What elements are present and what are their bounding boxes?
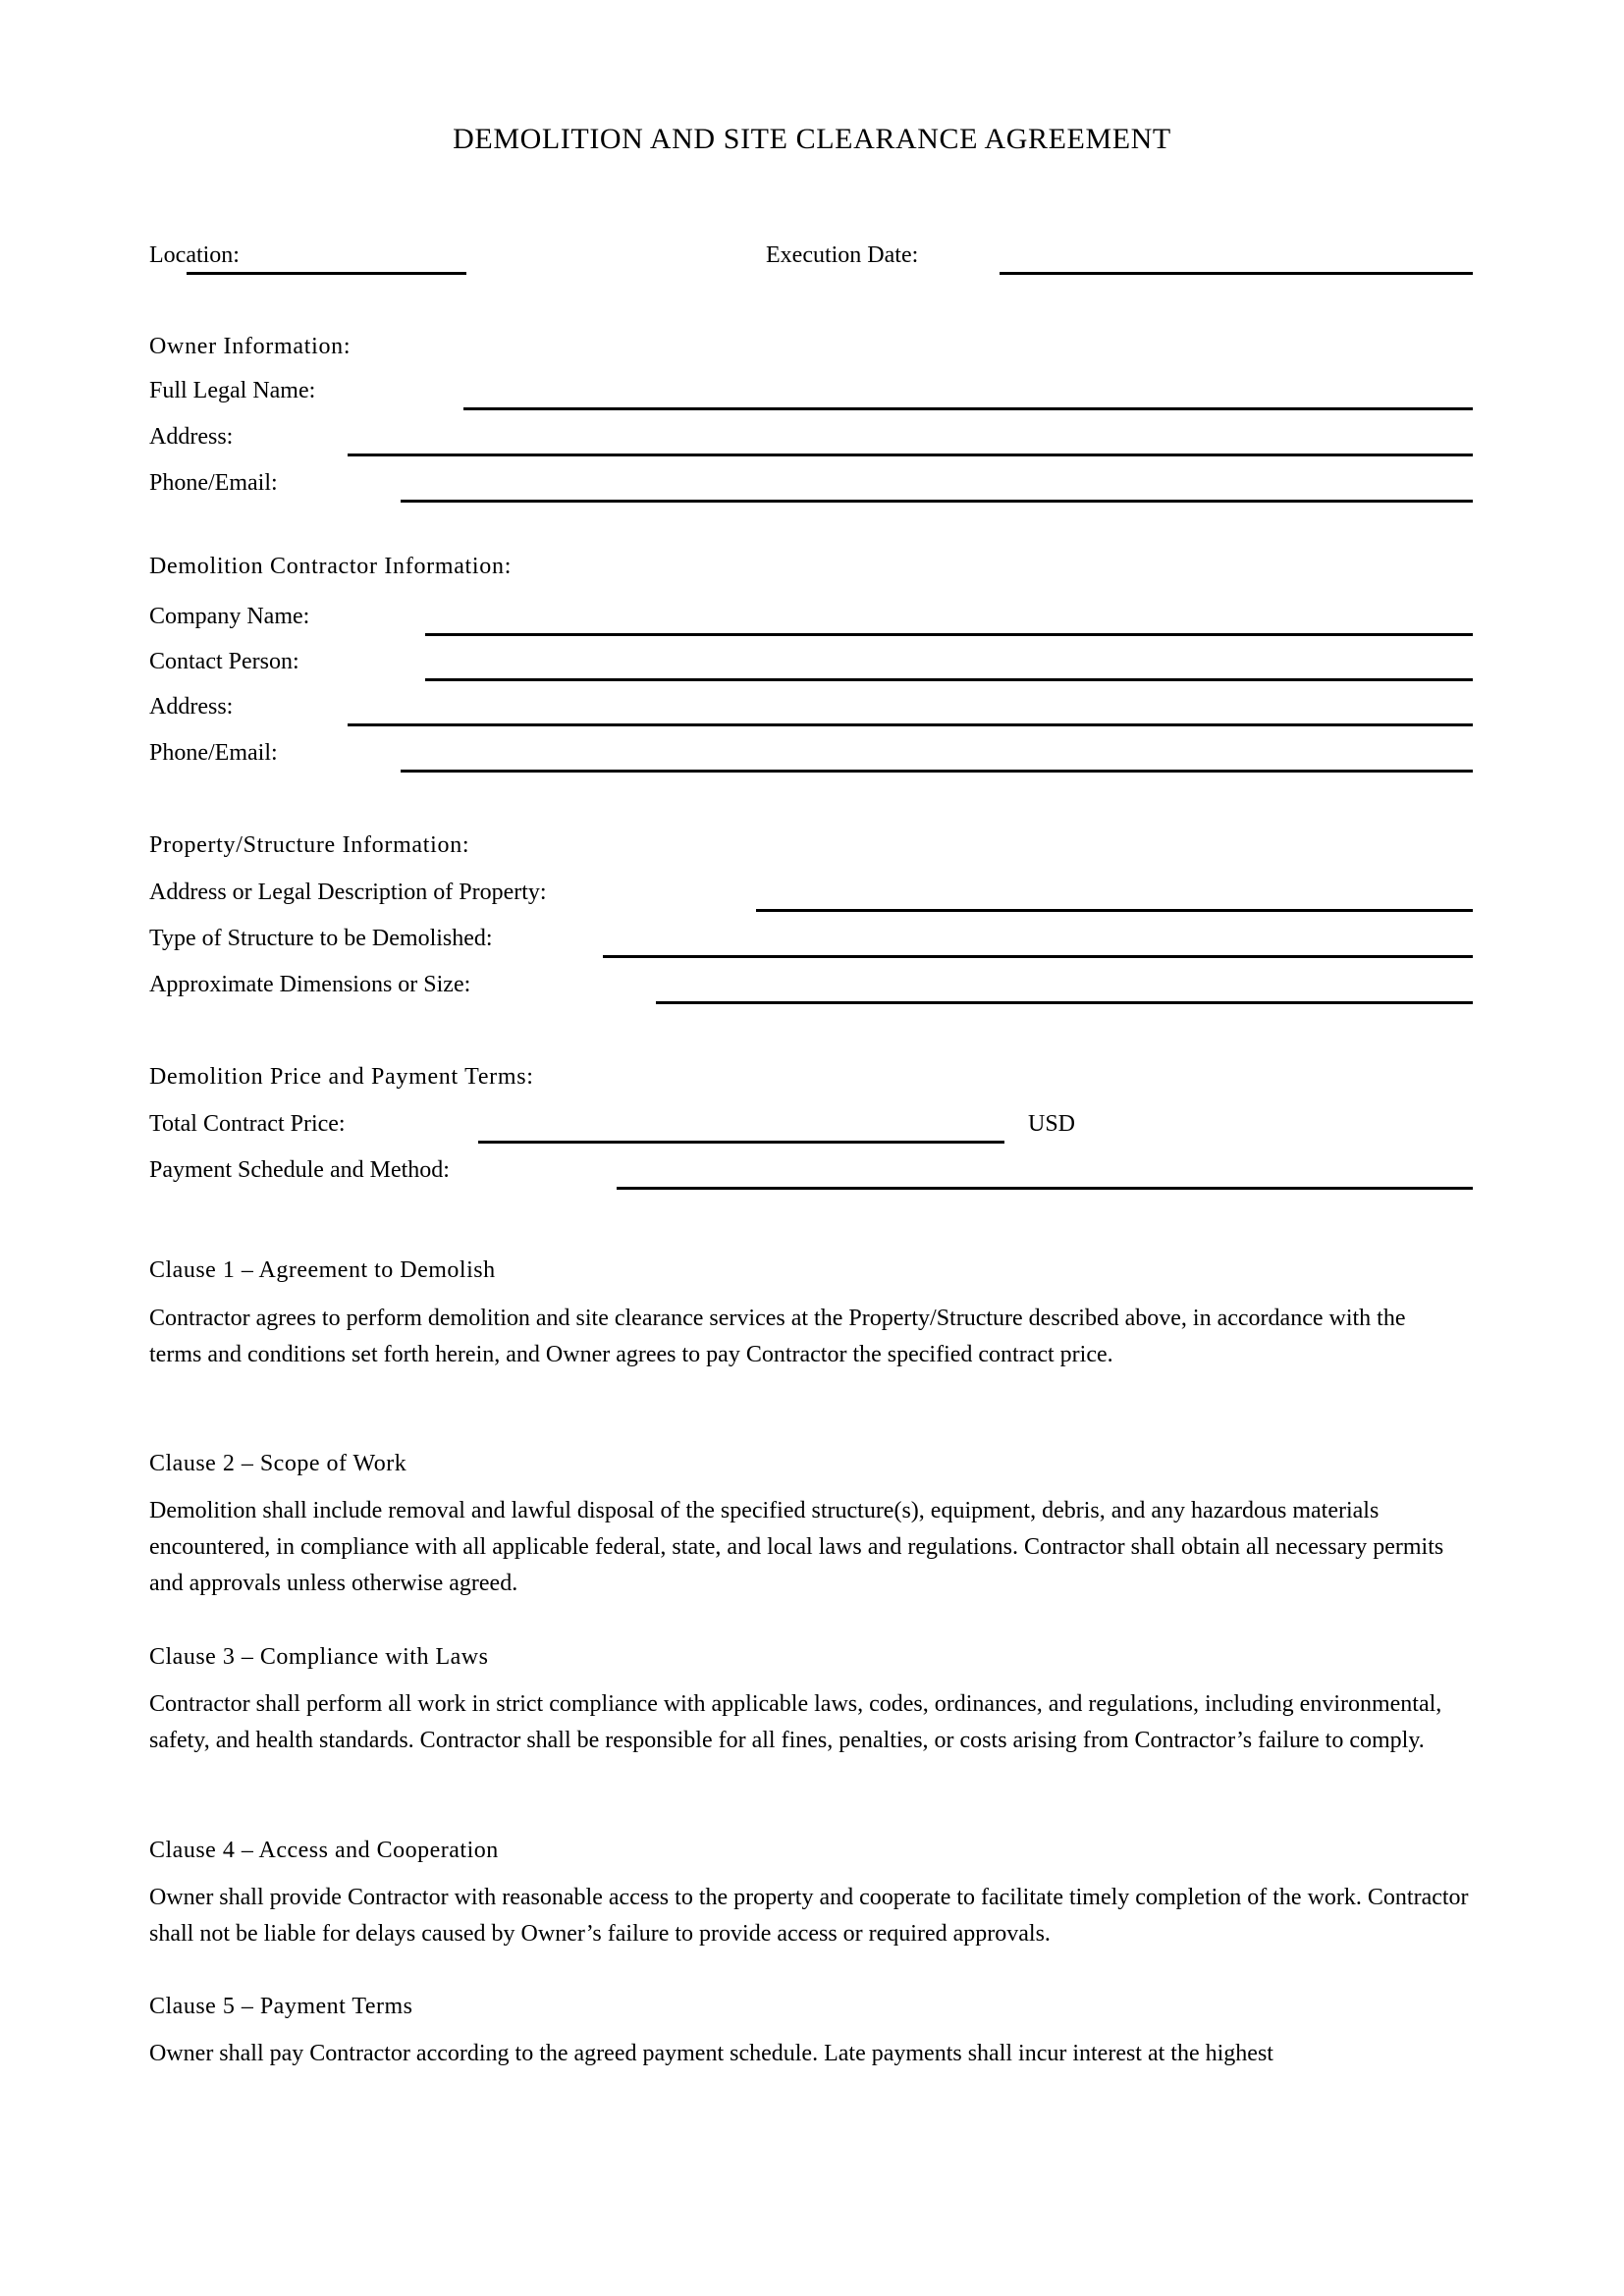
page-title: DEMOLITION AND SITE CLEARANCE AGREEMENT — [453, 123, 1171, 155]
contractor-address-input-line[interactable] — [348, 723, 1473, 726]
payment-schedule-method-label: Payment Schedule and Method: — [149, 1157, 450, 1183]
contractor-phone-email-input-line[interactable] — [401, 770, 1473, 773]
owner-address-input-line[interactable] — [348, 454, 1473, 456]
clause-3-title: Clause 3 – Compliance with Laws — [149, 1644, 489, 1670]
location-label: Location: — [149, 242, 240, 268]
contractor-section-heading: Demolition Contractor Information: — [149, 554, 513, 579]
total-contract-price-label: Total Contract Price: — [149, 1111, 346, 1137]
property-dimensions-input-line[interactable] — [656, 1001, 1473, 1004]
property-address-description-label: Address or Legal Description of Property: — [149, 880, 547, 905]
contractor-company-name-label: Company Name: — [149, 604, 310, 629]
clause-4-title: Clause 4 – Access and Cooperation — [149, 1838, 499, 1863]
property-structure-type-label: Type of Structure to be Demolished: — [149, 926, 493, 951]
owner-phone-email-input-line[interactable] — [401, 500, 1473, 503]
execution-date-label: Execution Date: — [766, 242, 919, 268]
contractor-contact-person-input-line[interactable] — [425, 678, 1473, 681]
clause-2-title: Clause 2 – Scope of Work — [149, 1451, 407, 1476]
payment-schedule-method-input-line[interactable] — [617, 1187, 1473, 1190]
location-input-line[interactable] — [187, 272, 466, 275]
contractor-company-name-input-line[interactable] — [425, 633, 1473, 636]
property-structure-type-input-line[interactable] — [603, 955, 1473, 958]
clause-4-body: Owner shall provide Contractor with reasonable access to the property and cooperate to facilitate timely completion of the work. Contractor shall not be liable for delays caused by Owner’s failure to provide access or required approvals. — [149, 1885, 1469, 1947]
property-address-description-input-line[interactable] — [756, 909, 1473, 912]
total-contract-price-input-line[interactable] — [478, 1141, 1004, 1144]
contractor-phone-email-label: Phone/Email: — [149, 740, 278, 766]
clause-5-body: Owner shall pay Contractor according to the agreed payment schedule. Late payments shall incur interest at the highest — [149, 2041, 1273, 2066]
owner-full-legal-name-input-line[interactable] — [463, 407, 1473, 410]
currency-label-usd: USD — [1028, 1111, 1076, 1137]
payment-section-heading: Demolition Price and Payment Terms: — [149, 1064, 534, 1090]
owner-address-label: Address: — [149, 424, 234, 450]
contractor-contact-person-label: Contact Person: — [149, 649, 299, 674]
clause-1-body: Contractor agrees to perform demolition and site clearance services at the Property/Structure described above, in accordance with the terms and conditions set forth herein, and Owner agrees to pay Contractor the specified contract price. — [149, 1306, 1406, 1367]
property-dimensions-label: Approximate Dimensions or Size: — [149, 972, 471, 997]
clause-1-title: Clause 1 – Agreement to Demolish — [149, 1257, 496, 1283]
owner-section-heading: Owner Information: — [149, 334, 352, 359]
clause-5-title: Clause 5 – Payment Terms — [149, 1994, 413, 2019]
owner-phone-email-label: Phone/Email: — [149, 470, 278, 496]
execution-date-input-line[interactable] — [1000, 272, 1473, 275]
property-section-heading: Property/Structure Information: — [149, 832, 470, 858]
clause-2-body: Demolition shall include removal and lawful disposal of the specified structure(s), equipment, debris, and any hazardous materials encountered, in compliance with all applicable federal, state, and local laws and regulations. Contractor shall obtain all necessary permits and approvals unless otherwise agreed. — [149, 1498, 1444, 1596]
owner-full-legal-name-label: Full Legal Name: — [149, 378, 316, 403]
contractor-address-label: Address: — [149, 694, 234, 720]
clause-3-body: Contractor shall perform all work in strict compliance with applicable laws, codes, ordinances, and regulations, including environmental, safety, and health standards. Contractor shall be responsible for all fines, penalties, or costs arising from Contractor’s failure to comply. — [149, 1691, 1442, 1753]
